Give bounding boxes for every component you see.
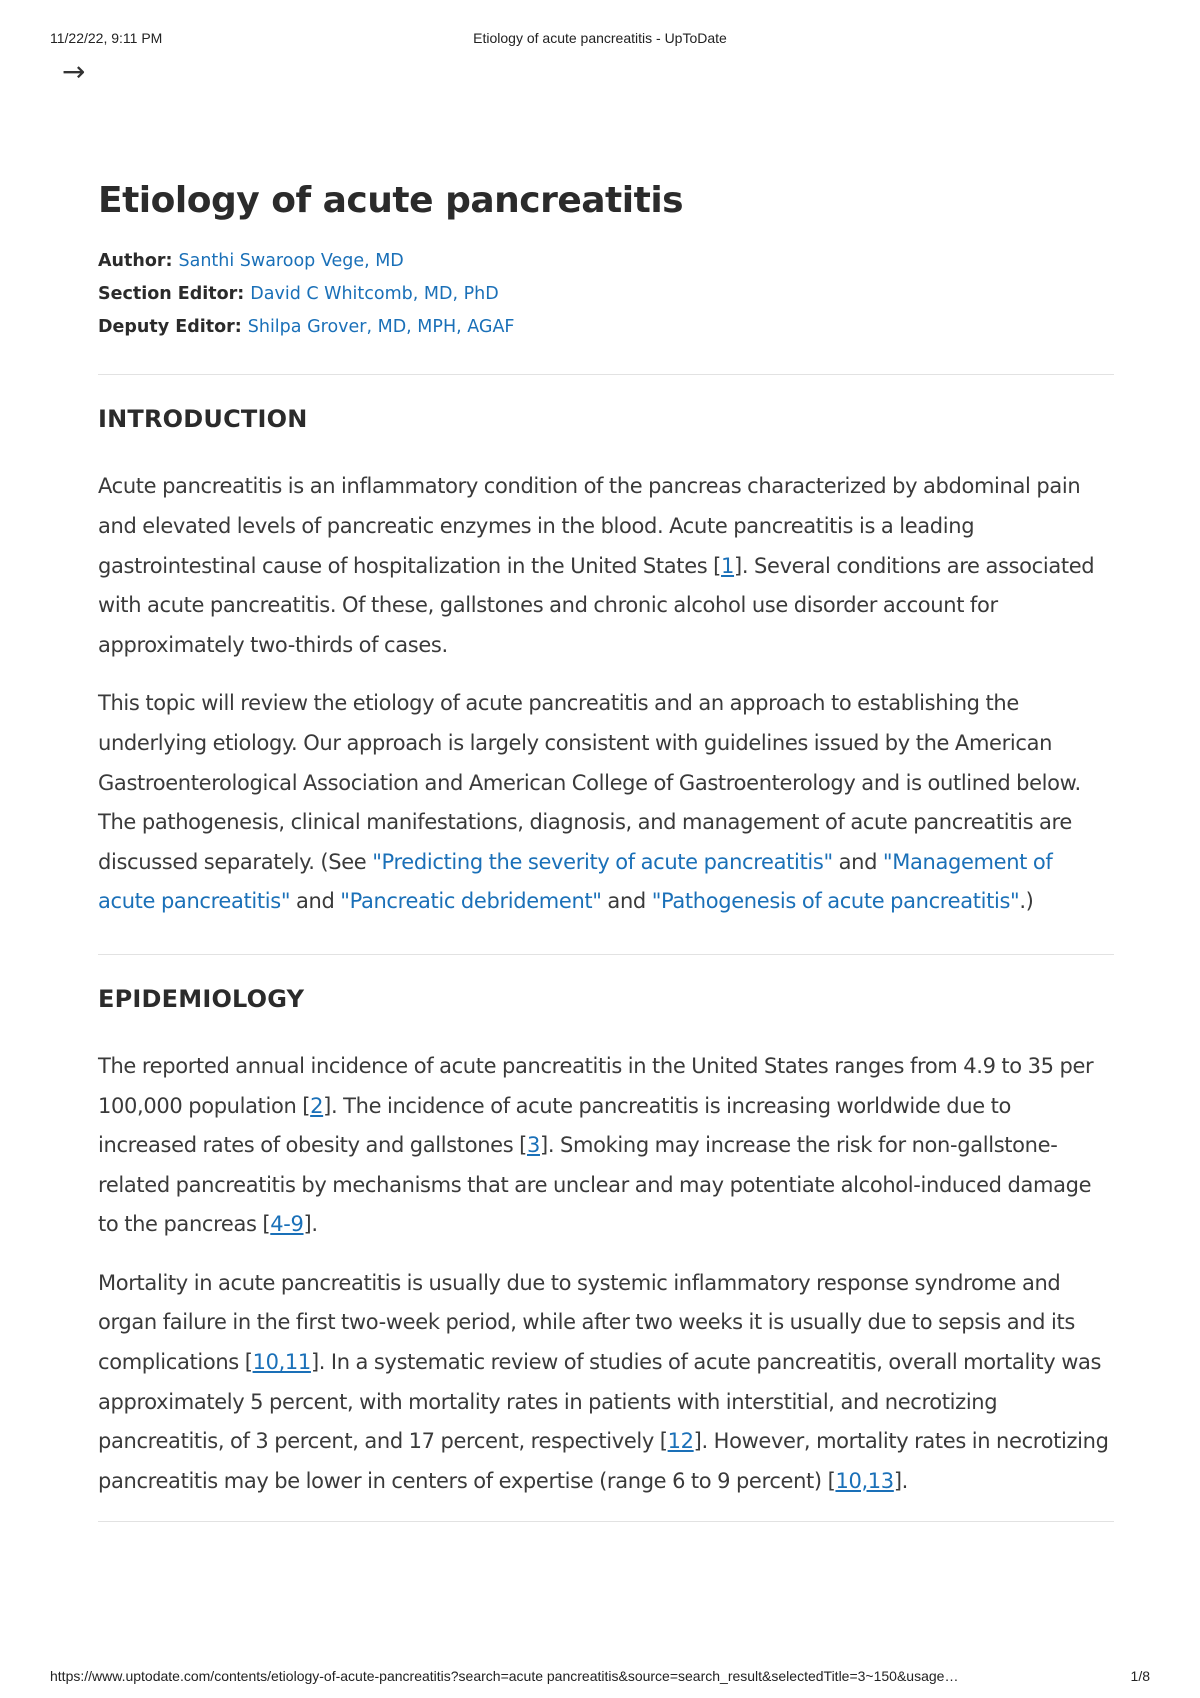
introduction-paragraph-2: This topic will review the etiology of acute pancreatitis and an approach to establishing the underlying etiology. Our approach is largely consistent with guidelines issued by the American Gastroenterological Association and American College of Gastroenterology and is outlined below. The pathogenesis, clinical manifestations, diagnosis, and management of acute pancreatitis are discussed separately. (See "Predicting the severity of acute pancreatitis" and "Management of acute pancreatitis" and "Pancreatic debridement" and "Pathogenesis of acute pancreatitis".) [98,691,1081,914]
print-footer [50,1668,1150,1688]
section-editor-link[interactable]: David C Whitcomb, MD, PhD [250,284,499,305]
contributors [98,245,1114,344]
divider [98,374,1114,375]
epidemiology-paragraph-1: The reported annual incidence of acute pancreatitis in the United States ranges from 4.9 to 35 per 100,000 population [2]. The incidence of acute pancreatitis is increasing worldwide due to increased rates of obesity and gallstones [3]. Smoking may increase the risk for non-gallstone-related pancreatitis by mechanisms that are unclear and may potentiate alcohol-induced damage to the pancreas [4-9]. [98,1053,1094,1237]
reference-link[interactable]: 4-9 [270,1212,304,1237]
print-doc-title: Etiology of acute pancreatitis - UpToDate [473,30,727,46]
section-editor-role: Section Editor: [98,284,245,305]
reference-link[interactable]: 3 [526,1133,540,1158]
page-number: 1/8 [1130,1668,1150,1684]
topic-link-predicting-severity[interactable]: "Predicting the severity of acute pancreatitis" [372,849,833,874]
deputy-editor-line [98,311,1114,344]
page-title: Etiology of acute pancreatitis [98,180,684,221]
print-header [50,30,1150,50]
reference-link[interactable]: 2 [310,1093,324,1118]
author-line [98,245,1114,278]
epidemiology-paragraph-2: Mortality in acute pancreatitis is usually due to systemic inflammatory response syndrome and organ failure in the first two-week period, while after two weeks it is usually due to sepsis and its complications [10,11]. In a systematic review of studies of acute pancreatitis, overall mortality was approximately 5 percent, with mortality rates in patients with interstitial, and necrotizing pancreatitis, of 3 percent, and 17 percent, respectively [12]. However, mortality rates in necrotizing pancreatitis may be lower in centers of expertise (range 6 to 9 percent) [10,13]. [98,1270,1109,1493]
reference-link[interactable]: 12 [667,1429,694,1454]
back-arrow-icon[interactable]: → [62,55,86,88]
topic-link-management[interactable]: "Management of acute pancreatitis" [98,849,1053,914]
divider [98,954,1114,955]
section-editor-line [98,278,1114,311]
article [98,180,1114,1522]
author-role: Author: [98,251,173,272]
print-datetime: 11/22/22, 9:11 PM [50,30,163,46]
author-link[interactable]: Santhi Swaroop Vege, MD [178,251,404,272]
topic-link-pathogenesis[interactable]: "Pathogenesis of acute pancreatitis" [651,889,1020,914]
topic-link-debridement[interactable]: "Pancreatic debridement" [340,889,602,914]
deputy-editor-link[interactable]: Shilpa Grover, MD, MPH, AGAF [247,317,515,338]
reference-link[interactable]: 10,11 [252,1350,311,1375]
divider [98,1521,1114,1522]
introduction-heading: INTRODUCTION [98,405,308,434]
reference-link[interactable]: 1 [721,553,735,578]
deputy-editor-role: Deputy Editor: [98,317,242,338]
print-url: https://www.uptodate.com/contents/etiology-of-acute-pancreatitis?search=acute pancreatitis&source=search_result&selectedTitle=3~150&usage… [50,1668,959,1684]
epidemiology-heading: EPIDEMIOLOGY [98,984,305,1013]
reference-link[interactable]: 10,13 [835,1468,894,1493]
introduction-paragraph-1: Acute pancreatitis is an inflammatory condition of the pancreas characterized by abdominal pain and elevated levels of pancreatic enzymes in the blood. Acute pancreatitis is a leading gastrointestinal cause of hospitalization in the United States [1]. Several conditions are associated with acute pancreatitis. Of these, gallstones and chronic alcohol use disorder account for approximately two-thirds of cases. [98,474,1095,657]
